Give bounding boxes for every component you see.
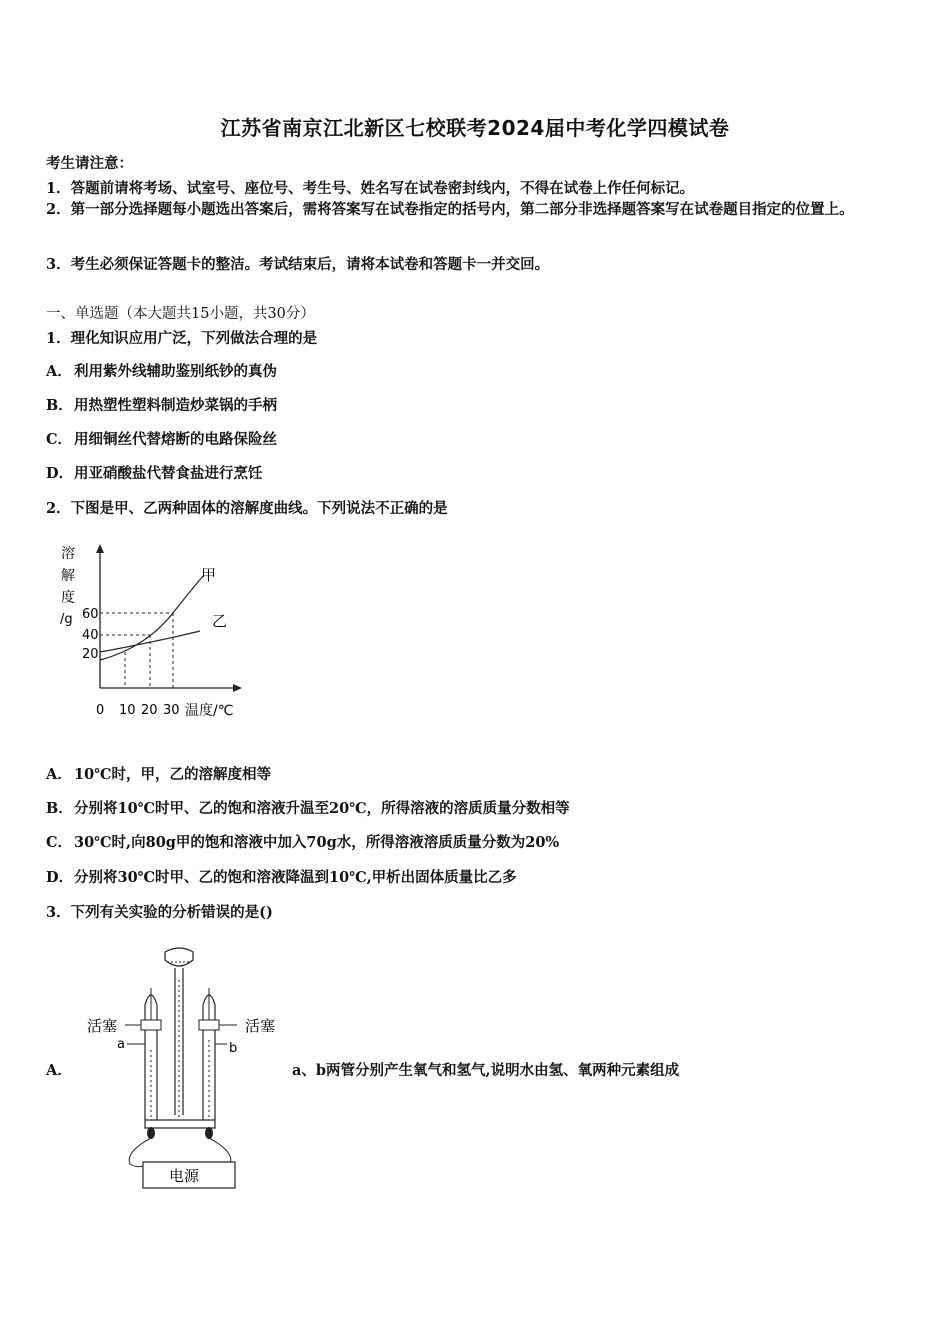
electrolysis-apparatus-figure	[85, 940, 295, 1196]
q2-option-a	[46, 763, 271, 784]
q2-option-c	[46, 831, 559, 852]
right-valve	[199, 1020, 219, 1030]
notice-heading: 考生请注意：	[46, 155, 133, 172]
option-text: 用热塑性塑料制造炒菜锅的手柄	[74, 397, 277, 414]
option-label: C．	[46, 834, 73, 851]
notice-item-1: 1．答题前请将考场、试室号、座位号、考生号、姓名写在试卷密封线内，不得在试卷上作任何标记。	[46, 180, 695, 197]
option-text: 分别将10℃时甲、乙的饱和溶液升温至20℃，所得溶液的溶质质量分数相等	[74, 800, 570, 817]
question-1-stem: 1．理化知识应用广泛，下列做法合理的是	[46, 330, 318, 347]
y-tick-label: 60	[82, 607, 99, 622]
option-text: 用亚硝酸盐代替食盐进行烹饪	[74, 465, 263, 482]
option-label: A．	[46, 363, 72, 380]
option-text: 30℃时,向80g甲的饱和溶液中加入70g水，所得溶液溶质质量分数为20%	[74, 834, 560, 851]
series-label-yi: 乙	[212, 612, 228, 630]
left-electrode	[147, 1127, 155, 1139]
tube-b-label: b	[229, 1041, 238, 1056]
option-text: 利用紫外线辅助鉴别纸钞的真伪	[74, 363, 277, 380]
option-label: B．	[46, 800, 73, 817]
x-tick-label: 0	[96, 703, 105, 718]
bottom-connector	[145, 1120, 215, 1128]
q1-option-b	[46, 394, 277, 415]
option-text: 分别将30℃时甲、乙的饱和溶液降温到10℃,甲析出固体质量比乙多	[74, 869, 517, 886]
ylabel-char: 解	[61, 568, 75, 584]
question-3-stem: 3．下列有关实验的分析错误的是()	[46, 904, 273, 921]
section-heading: 一、单选题（本大题共15小题，共30分）	[46, 306, 315, 322]
funnel-bulb	[165, 948, 193, 966]
tube-a-label: a	[117, 1037, 125, 1052]
series-label-jia: 甲	[201, 566, 217, 584]
q3-option-a-label: A．	[46, 1062, 72, 1079]
q1-option-d	[46, 462, 263, 483]
right-electrode	[205, 1127, 213, 1139]
option-label: A．	[46, 766, 72, 783]
notice-item-2: 2．第一部分选择题每小题选出答案后，需将答案写在试卷指定的括号内，第二部分非选择题答案写在试卷题目指定的位置上。	[46, 201, 854, 218]
valve-label-right: 活塞	[245, 1017, 276, 1035]
left-valve	[141, 1020, 161, 1030]
q2-option-d	[46, 866, 517, 887]
q2-option-b	[46, 797, 570, 818]
notice-item-3: 3．考生必须保证答题卡的整洁。考试结束后，请将本试卷和答题卡一并交回。	[46, 256, 550, 273]
x-tick-label: 30	[163, 703, 180, 718]
q3-option-a-text: a、b两管分别产生氧气和氢气,说明水由氢、氧两种元素组成	[292, 1062, 680, 1079]
x-tick-label: 20	[141, 703, 158, 718]
x-axis-label: 温度/℃	[185, 703, 234, 719]
q1-option-c	[46, 428, 277, 449]
y-tick-label: 20	[82, 647, 99, 662]
option-text: 用细铜丝代替熔断的电路保险丝	[74, 431, 277, 448]
page-title: 江苏省南京江北新区七校联考2024届中考化学四模试卷	[220, 116, 730, 140]
option-label: B．	[46, 397, 73, 414]
x-axis-arrow	[233, 684, 242, 692]
q1-option-a	[46, 360, 277, 381]
question-2-stem: 2．下图是甲、乙两种固体的溶解度曲线。下列说法不正确的是	[46, 500, 448, 517]
solubility-curve-figure	[55, 538, 255, 723]
power-label: 电源	[169, 1167, 200, 1185]
curve-jia	[100, 576, 203, 660]
option-text: 10℃时，甲，乙的溶解度相等	[74, 766, 272, 783]
option-label: D．	[46, 869, 74, 886]
option-label: C．	[46, 431, 73, 448]
valve-label-left: 活塞	[87, 1017, 118, 1035]
x-tick-label: 10	[119, 703, 136, 718]
ylabel-char: 溶	[61, 546, 75, 562]
ylabel-char: 度	[61, 590, 75, 606]
y-tick-label: 40	[82, 628, 99, 643]
ylabel-char: /g	[60, 612, 73, 627]
y-axis-arrow	[96, 544, 104, 553]
option-label: D．	[46, 465, 74, 482]
